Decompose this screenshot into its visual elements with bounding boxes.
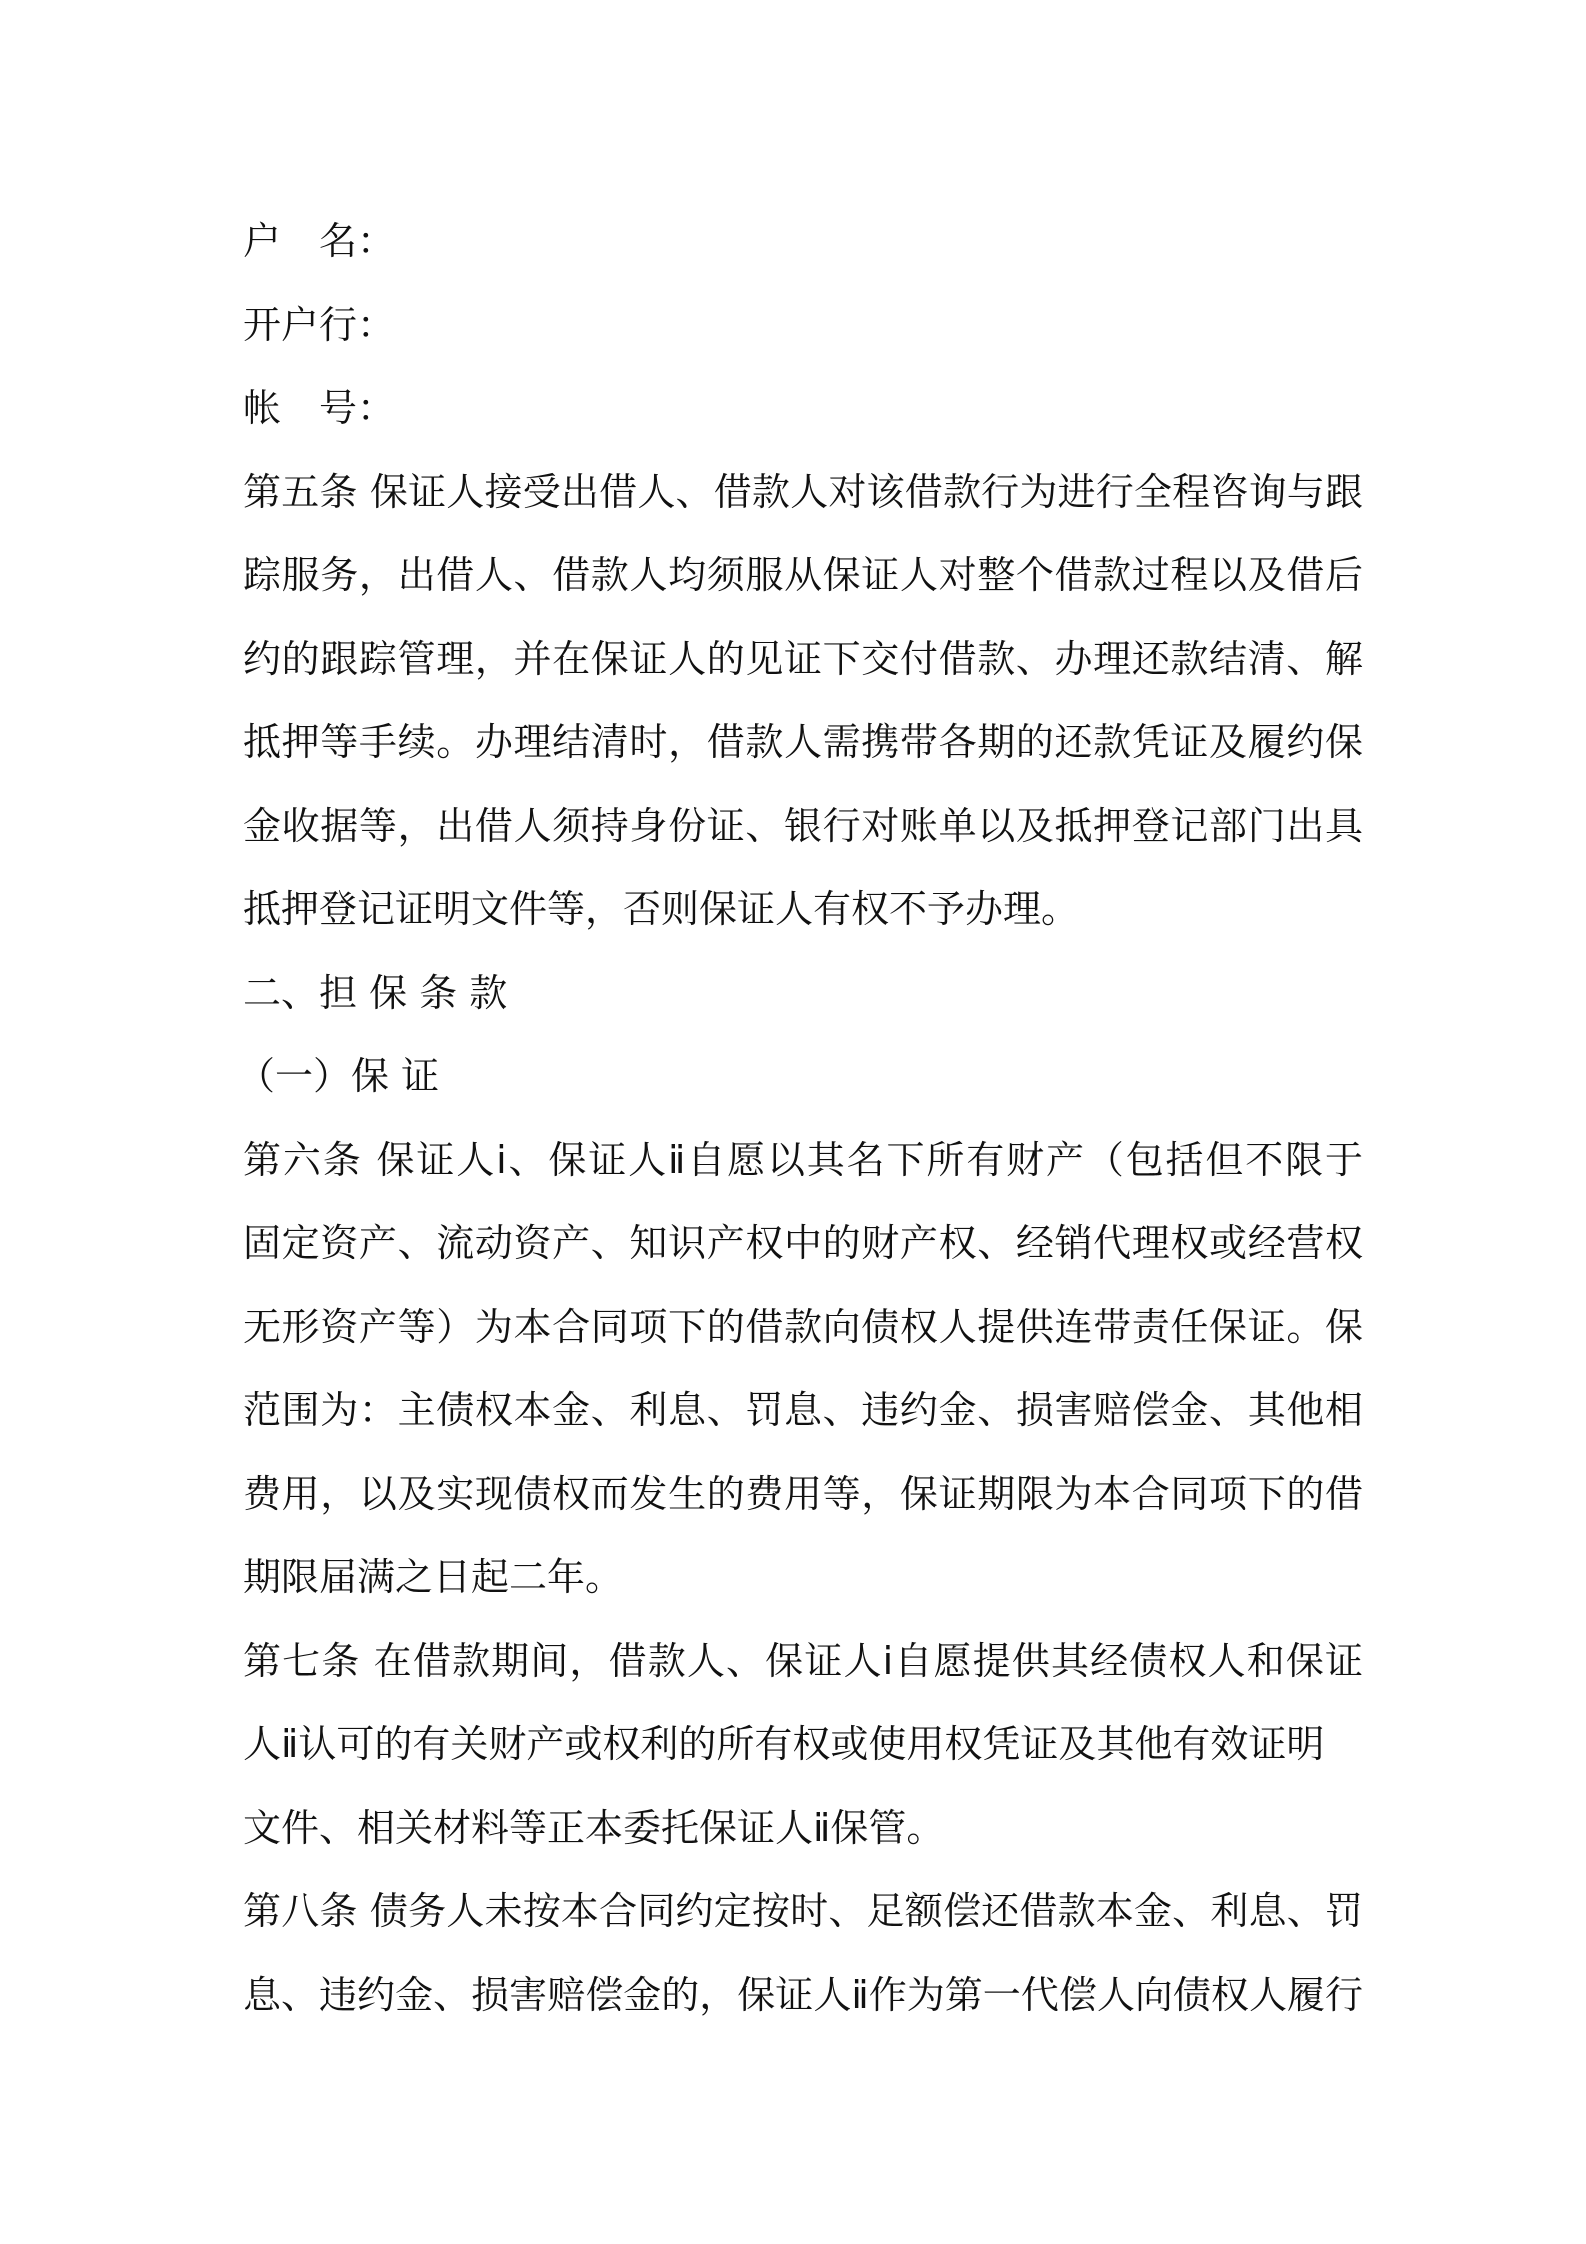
article-5-line: 约的跟踪管理，并在保证人的见证下交付借款、办理还款结清、解	[243, 636, 1363, 681]
article-6-line: 第六条 保证人ⅰ、保证人ⅱ自愿以其名下所有财产（包括但不限于	[243, 1137, 1363, 1182]
document-page	[237, 200, 1363, 2037]
subsection-heading: （一）保 证	[237, 1054, 440, 1098]
account-name-label: 户 名：	[243, 219, 396, 263]
article-6-line: 期限届满之日起二年。	[243, 1555, 624, 1599]
article-7-line: 文件、相关材料等正本委托保证人ⅱ保管。	[243, 1805, 945, 1850]
article-5-line: 踪服务，出借人、借款人均须服从保证人对整个借款过程以及借后	[243, 553, 1363, 597]
article-8-line: 息、违约金、损害赔偿金的，保证人ⅱ作为第一代偿人向债权人履行	[243, 1972, 1363, 2017]
article-8	[243, 1870, 1363, 2037]
article-5-line: 抵押登记证明文件等，否则保证人有权不予办理。	[243, 887, 1080, 931]
article-5	[243, 451, 1363, 952]
article-7-line: 人ⅱ认可的有关财产或权利的所有权或使用权凭证及其他有效证明	[243, 1722, 1325, 1766]
article-6-line: 范围为：主债权本金、利息、罚息、违约金、损害赔偿金、其他相	[243, 1388, 1363, 1432]
article-8-line: 第八条 债务人未按本合同约定按时、足额偿还借款本金、利息、罚	[243, 1889, 1363, 1933]
account-number-label: 帐 号：	[243, 386, 396, 430]
article-7-line: 第七条 在借款期间，借款人、保证人ⅰ自愿提供其经债权人和保证	[243, 1638, 1363, 1683]
article-5-line: 第五条 保证人接受出借人、借款人对该借款行为进行全程咨询与跟	[243, 469, 1363, 514]
article-6-line: 无形资产等）为本合同项下的借款向债权人提供连带责任保证。保	[243, 1304, 1363, 1349]
article-5-line: 金收据等，出借人须持身份证、银行对账单以及抵押登记部门出具	[243, 803, 1363, 848]
article-6-line: 费用，以及实现债权而发生的费用等，保证期限为本合同项下的借	[243, 1471, 1363, 1516]
section-heading: 二、担 保 条 款	[243, 970, 508, 1015]
article-5-line: 抵押等手续。办理结清时，借款人需携带各期的还款凭证及履约保	[243, 720, 1363, 764]
bank-label: 开户行：	[243, 302, 396, 347]
article-6-line: 固定资产、流动资产、知识产权中的财产权、经销代理权或经营权	[243, 1221, 1363, 1265]
article-6	[243, 1119, 1363, 1620]
article-7	[243, 1620, 1363, 1871]
